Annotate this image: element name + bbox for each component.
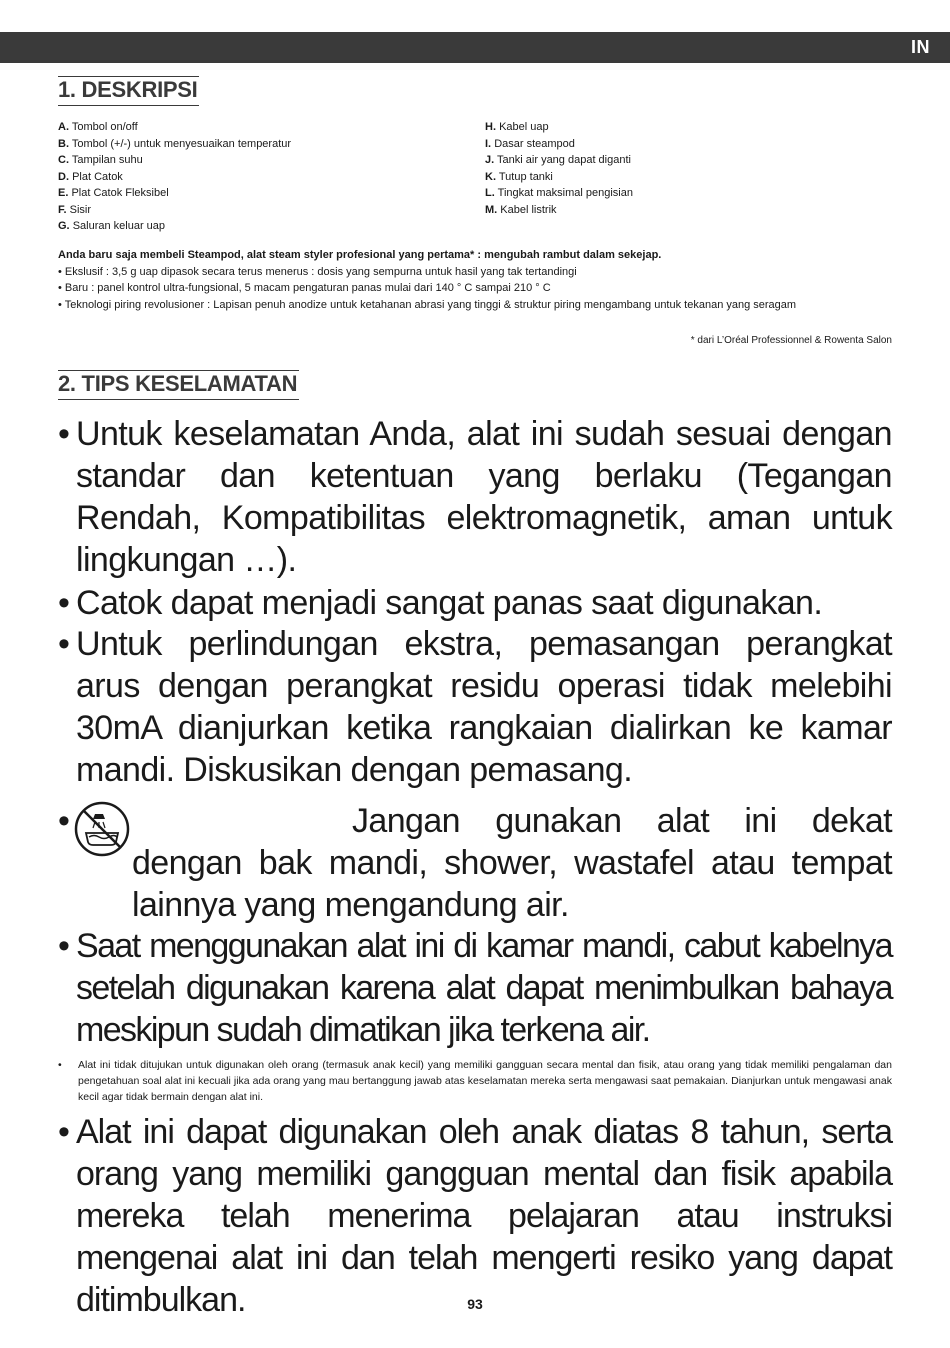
safety-note-small: • Alat ini tidak ditujukan untuk digunakan oleh orang (termasuk anak kecil) yang memiliki gangguan secara mental dan fisik, atau orang yang tidak memiliki pengalaman dan pengetahuan soal alat ini kecuali jika ada orang yang mau bertanggung jawab atas keselamatan mereka serta mengawasi saat pemakaian. Dianjurkan untuk mengawasi anak kecil agar tidak bermain dengan alat ini. [58,1059,892,1103]
footnote: * dari L’Oréal Professionnel & Rowenta Salon [690,335,892,346]
header-bar [0,32,950,63]
legend-item: H. Kabel uap [485,121,549,133]
legend-item: J. Tanki air yang dapat diganti [485,154,631,166]
language-code: IN [911,37,930,57]
section-title-tips-keselamatan: 2. TIPS KESELAMATAN [58,370,299,400]
safety-item: • Saat menggunakan alat ini di kamar mandi, cabut kabelnya setelah digunakan karena alat dapat menimbulkan bahaya meskipun sudah dimatikan jika terkena air. [58,927,892,1049]
legend-item: K. Tutup tanki [485,170,553,183]
safety-item: • Catok dapat menjadi sangat panas saat digunakan. [58,584,823,622]
safety-item-water: • Jangan gunakan alat ini dekat dengan bak mandi, shower, wastafel atau tempat lainnya yang mengandung air. [58,802,892,924]
legend-left [58,119,291,235]
legend-item: G. Saluran keluar uap [58,220,166,232]
legend-item: C. Tampilan suhu [58,154,143,166]
legend-item: I. Dasar steampod [485,137,575,150]
legend-item: L. Tingkat maksimal pengisian [485,187,633,199]
no-bathtub-icon [73,800,131,858]
product-intro [58,247,894,313]
section-title-deskripsi: 1. DESKRIPSI [58,76,199,106]
legend-item: D. Plat Catok [58,170,123,183]
page-number: 93 [467,1296,483,1312]
safety-item: • Alat ini dapat digunakan oleh anak diatas 8 tahun, serta orang yang memiliki gangguan mental dan fisik apabila mereka telah menerima pelajaran atau instruksi mengenai alat ini dan telah mengerti resiko yang dapat ditimbulkan. [58,1113,892,1319]
safety-item: • Untuk keselamatan Anda, alat ini sudah sesuai dengan standar dan ketentuan yang berlaku (Tegangan Rendah, Kompatibilitas elektromagnetik, aman untuk lingkungan …). [58,415,892,579]
legend-item: F. Sisir [58,203,92,216]
intro-lead: Anda baru saja membeli Steampod, alat steam styler profesional yang pertama* : mengubah rambut dalam sekejap. [58,249,662,261]
legend-item: A. Tombol on/off [58,121,138,133]
safety-item: • Untuk perlindungan ekstra, pemasangan perangkat arus dengan perangkat residu operasi tidak melebihi 30mA dianjurkan ketika rangkaian dialirkan ke kamar mandi. Diskusikan dengan pemasang. [58,625,892,789]
legend-item: B. Tombol (+/-) untuk menyesuaikan temperatur [58,137,292,150]
intro-point: • Baru : panel kontrol ultra-fungsional, 5 macam pengaturan panas mulai dari 140 ° C sampai 210 ° C [58,282,551,294]
legend-item: M. Kabel listrik [485,203,557,216]
intro-point: • Teknologi piring revolusioner : Lapisan penuh anodize untuk ketahanan abrasi yang tinggi & struktur piring mengambang untuk tekanan yang seragam [58,298,797,311]
legend-item: E. Plat Catok Fleksibel [58,187,169,199]
intro-point: • Ekslusif : 3,5 g uap dipasok secara terus menerus : dosis yang sempurna untuk hasil yang tak tertandingi [58,265,577,278]
legend-right [485,119,633,218]
